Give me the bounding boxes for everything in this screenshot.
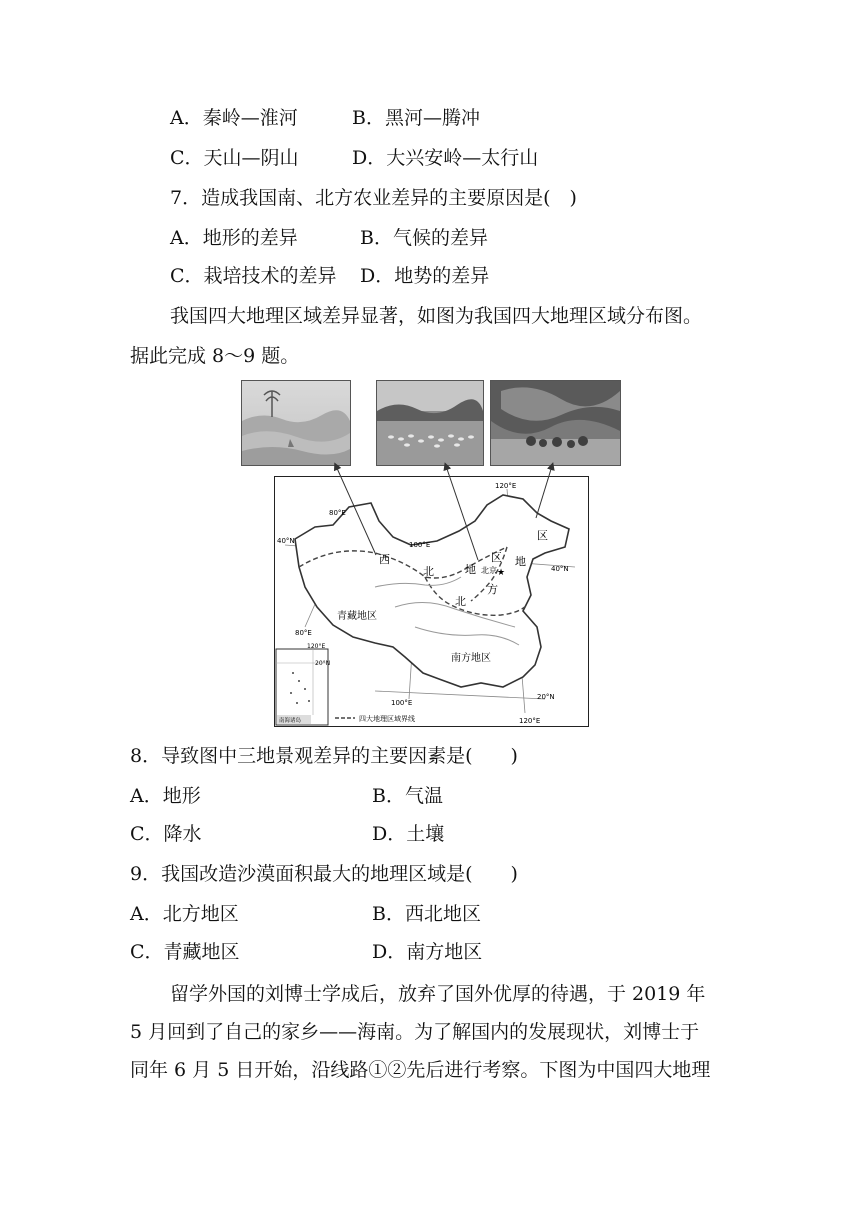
map-label-beijing: 北京 <box>481 566 497 575</box>
q6-option-b: B．黑河—腾冲 <box>352 107 480 129</box>
q9-option-c: C．青藏地区 <box>130 941 240 963</box>
map-label-40n-right: 40°N <box>551 565 569 573</box>
map-label-40n-left: 40°N <box>277 537 295 545</box>
inset-caption: 南海诸岛 <box>279 718 302 724</box>
map-label-northwest-1: 西 <box>379 553 390 566</box>
q7-option-a: A．地形的差异 <box>170 227 298 249</box>
q6-option-a: A．秦岭—淮河 <box>170 107 298 129</box>
map-label-80e-bottom: 80°E <box>295 629 312 637</box>
map-label-north-qu: 区 <box>491 551 502 564</box>
map-label-100e-bottom: 100°E <box>391 699 413 707</box>
passage-line1: 留学外国的刘博士学成后，放弃了国外优厚的待遇，于 2019 年 <box>170 983 706 1005</box>
q8-option-d: D．土壤 <box>372 823 445 845</box>
map-label-north-di: 地 <box>465 563 476 576</box>
inset-label-20n: 20°N <box>315 660 331 667</box>
map-label-120e-bottom: 120°E <box>519 717 541 725</box>
map-label-20n-bottom: 20°N <box>537 693 555 701</box>
map-label-qingzang: 青藏地区 <box>337 611 377 622</box>
passage-line3: 同年 6 月 5 日开始，沿线路①②先后进行考察。下图为中国四大地理 <box>130 1059 711 1081</box>
map-label-area-qu: 区 <box>537 529 548 542</box>
q6-option-c: C．天山—阴山 <box>170 147 299 169</box>
map-label-area-di: 地 <box>515 555 526 568</box>
map-label-north-1: 北 <box>455 595 466 608</box>
map-label-120e-top: 120°E <box>495 482 517 490</box>
q7-option-d: D．地势的差异 <box>360 265 490 287</box>
map-label-100e-top: 100°E <box>409 541 431 549</box>
q9-option-d: D．南方地区 <box>372 941 483 963</box>
passage-line2: 5 月回到了自己的家乡——海南。为了解国内的发展现状，刘博士于 <box>130 1021 700 1043</box>
intro-paragraph-line1: 我国四大地理区域差异显著，如图为我国四大地理区域分布图。 <box>170 305 703 327</box>
q8-stem: 8．导致图中三地景观差异的主要因素是( ) <box>130 745 518 767</box>
q8-option-c: C．降水 <box>130 823 202 845</box>
q9-stem: 9．我国改造沙漠面积最大的地理区域是( ) <box>130 863 518 885</box>
inset-label-120e: 120°E <box>307 643 326 650</box>
map-label-80e-top: 80°E <box>329 509 346 517</box>
intro-paragraph-line2: 据此完成 8～9 题。 <box>130 345 300 367</box>
q6-option-d: D．大兴安岭—太行山 <box>352 147 539 169</box>
q8-option-a: A．地形 <box>130 785 201 807</box>
map-label-northwest-2: 北 <box>423 565 434 578</box>
map-label-north-2: 方 <box>487 583 498 596</box>
beijing-star-icon: ★ <box>497 568 506 578</box>
q8-option-b: B．气温 <box>372 785 443 807</box>
q9-option-b: B．西北地区 <box>372 903 481 925</box>
map-label-nanfang: 南方地区 <box>451 653 491 664</box>
map-legend: 四大地理区域界线 <box>359 715 415 723</box>
q7-option-b: B．气候的差异 <box>360 227 488 249</box>
q7-stem: 7．造成我国南、北方农业差异的主要原因是( ) <box>170 187 577 209</box>
q9-option-a: A．北方地区 <box>130 903 239 925</box>
q7-option-c: C．栽培技术的差异 <box>170 265 337 287</box>
